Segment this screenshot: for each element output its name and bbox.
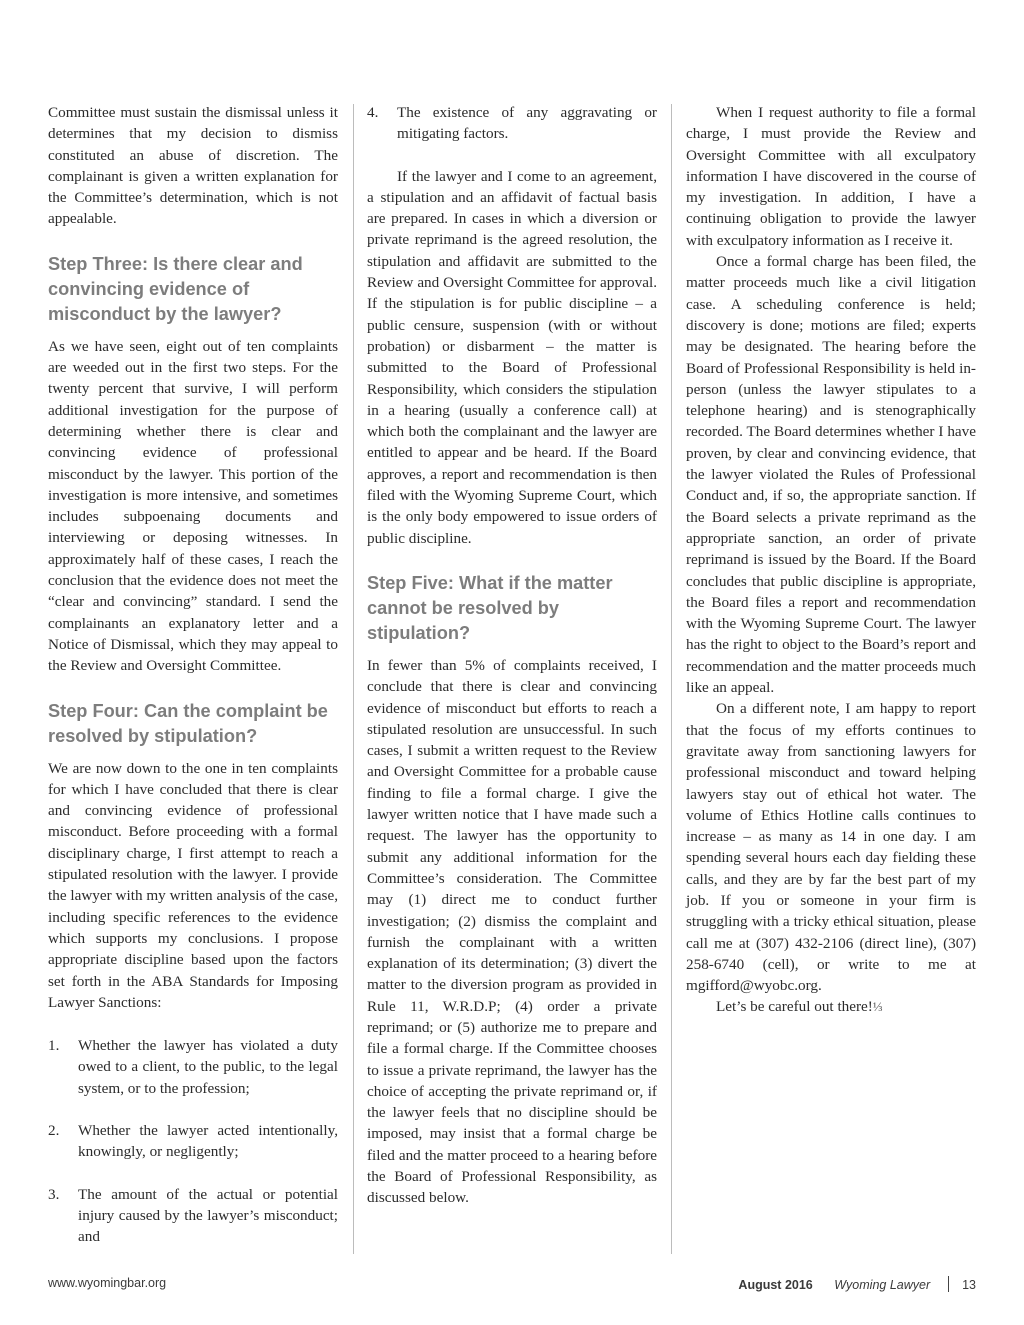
ethics-hotline-paragraph: On a different note, I am happy to report that the focus of my efforts continues to gravitate away from sanctioning lawyers for professional misconduct and toward helping lawyers stay out of ethical hot water. The volume of Ethics Hotline calls continues to increase – as many as 14 in one day. I am spending several hours each day fielding these calls, and they are by far the best part of my job. If you or someone in your firm is struggling with a tricky ethical situation, please call me at (307) 432-2106 (direct line), (307) 258-6740 (cell), or write to me at mgifford@wyobc.org. xyxy=(686,700,976,995)
footer-issue-info xyxy=(738,1276,976,1292)
exculpatory-paragraph: When I request authority to file a formal charge, I must provide the Review and Oversight Committee with all exculpatory information I have discovered in the course of my investigation. In addition, I have a continuing obligation to provide the lawyer with exculpatory information as I receive it. xyxy=(686,104,976,249)
step-four-heading: Step Four: Can the complaint be resolved by stipulation? xyxy=(48,700,328,746)
list-item xyxy=(48,1184,338,1248)
column-3 xyxy=(686,102,976,1018)
list-item-number: 1. xyxy=(48,1037,60,1055)
step-five-body: In fewer than 5% of complaints received, I conclude that there is clear and convincing evidence of misconduct but efforts to reach a stipulated resolution are unsuccessful. In such cases, I submit a written request to the Review and Oversight Committee for a probable cause finding to file a formal charge. I give the lawyer written notice that I have made such a request. The lawyer has the opportunity to submit any additional information for the Committee’s consideration. The Committee may (1) direct me to conduct further investigation; (2) dismiss the complaint and furnish the complainant with a written explanation of its determination; (3) divert the matter to the diversion program as provided in Rule 11, W.R.D.P; (4) order a private reprimand; or (5) authorize me to prepare and file a formal charge. If the Committee chooses to issue a private reprimand, the lawyer has the choice of accepting the private reprimand or, if the lawyer feels that no discipline should be imposed, may insist that a formal charge be filed and the matter proceed to a hearing before the Board of Professional Responsibility, as discussed below. xyxy=(367,656,657,1207)
column-divider-right xyxy=(671,104,672,1254)
column-2 xyxy=(367,102,657,1209)
closing-line xyxy=(686,996,976,1017)
list-item-number: 4. xyxy=(367,104,379,121)
list-item-number: 2. xyxy=(48,1121,60,1139)
step-four-body: We are now down to the one in ten complaints for which I have concluded that there is clear and convincing evidence of professional misconduct. Before proceeding with a formal disciplinary charge, I first attempt to reach a stipulated resolution with the lawyer. I provide the lawyer with my written analysis of the case, including specific references to the evidence which supports my conclusions. I propose appropriate discipline based upon the factors set forth in the ABA Standards for Imposing Lawyer Sanctions: xyxy=(48,759,338,1011)
end-mark-icon: ⅓ xyxy=(872,999,883,1015)
aba-factors-list xyxy=(48,1035,338,1247)
list-item-number: 3. xyxy=(48,1185,60,1203)
list-item xyxy=(367,102,657,145)
list-item-text: The amount of the actual or potential injury caused by the lawyer’s misconduct; and xyxy=(78,1185,338,1246)
intro-paragraph: Committee must sustain the dismissal unless it determines that my decision to dismiss constituted an abuse of discretion. The complainant is given a written explanation for the Committee’s determination, which is not appealable. xyxy=(48,104,338,228)
column-1 xyxy=(48,102,338,1268)
issue-date: August 2016 xyxy=(738,1278,813,1292)
aba-factors-list-continued xyxy=(367,102,657,145)
step-three-heading: Step Three: Is there clear and convincing evidence of misconduct by the lawyer? xyxy=(48,253,303,324)
website-link[interactable]: www.wyomingbar.org xyxy=(48,1276,167,1290)
step-five-heading: Step Five: What if the matter cannot be resolved by stipulation? xyxy=(367,572,613,643)
magazine-name: Wyoming Lawyer xyxy=(834,1278,931,1292)
footer-divider xyxy=(948,1276,949,1292)
list-item xyxy=(48,1035,338,1099)
list-item xyxy=(48,1120,338,1163)
step-three-body: As we have seen, eight out of ten complaints are weeded out in the first two steps. For the twenty percent that survive, I will perform additional investigation for the purpose of determining whether there is clear and convincing evidence of professional misconduct by the lawyer. This portion of the investigation is more intensive, and sometimes includes subpoenaing documents and interviewing or deposing witnesses. In approximately half of these cases, I reach the conclusion that the evidence does not meet the “clear and convincing” standard. I send the complainants an explanatory letter and a Notice of Dismissal, which they may appeal to the Review and Oversight Committee. xyxy=(48,337,338,675)
page-number: 13 xyxy=(962,1278,976,1292)
formal-charge-paragraph: Once a formal charge has been filed, the matter proceeds much like a civil litigation case. A scheduling conference is held; discovery is done; motions are filed; experts may be designated. The hearing before the Board of Professional Responsibility is held in-person (unless the lawyer stipulates to a telephone hearing) and is stenographically recorded. The Board determines whether I have proven, by clear and convincing evidence, that the lawyer violated the Rules of Professional Conduct and, if so, the appropriate sanction. If the Board selects a private reprimand as the appropriate sanction, an order of private reprimand is issued by the Board. If the Board concludes that public discipline is appropriate, the Board files a report and recommendation with the Wyoming Supreme Court. The lawyer has the right to object to the Board’s report and recommendation and the matter proceeds much like an appeal. xyxy=(686,253,976,697)
column-divider-left xyxy=(353,104,354,1254)
list-item-text: Whether the lawyer has violated a duty owed to a client, to the public, to the legal system, or to the profession; xyxy=(78,1037,338,1097)
list-item-text: The existence of any aggravating or mitigating factors. xyxy=(397,104,657,143)
closing-text: Let’s be careful out there! xyxy=(716,998,873,1016)
agreement-paragraph: If the lawyer and I come to an agreement, a stipulation and an affidavit of factual basis are prepared. In cases in which a diversion or private reprimand is the agreed resolution, the stipulation and affidavit are submitted to the Review and Oversight Committee for approval. If the stipulation is for public discipline – a public censure, suspension (with or without probation) or disbarment – the matter is submitted to the Board of Professional Responsibility, which considers the stipulation in a hearing (usually a conference call) at which both the complainant and the lawyer are entitled to appear and be heard. If the Board approves, a report and recommendation is then filed with the Wyoming Supreme Court, which is the only body empowered to issue orders of public discipline. xyxy=(367,167,657,547)
list-item-text: Whether the lawyer acted intentionally, knowingly, or negligently; xyxy=(78,1121,338,1161)
